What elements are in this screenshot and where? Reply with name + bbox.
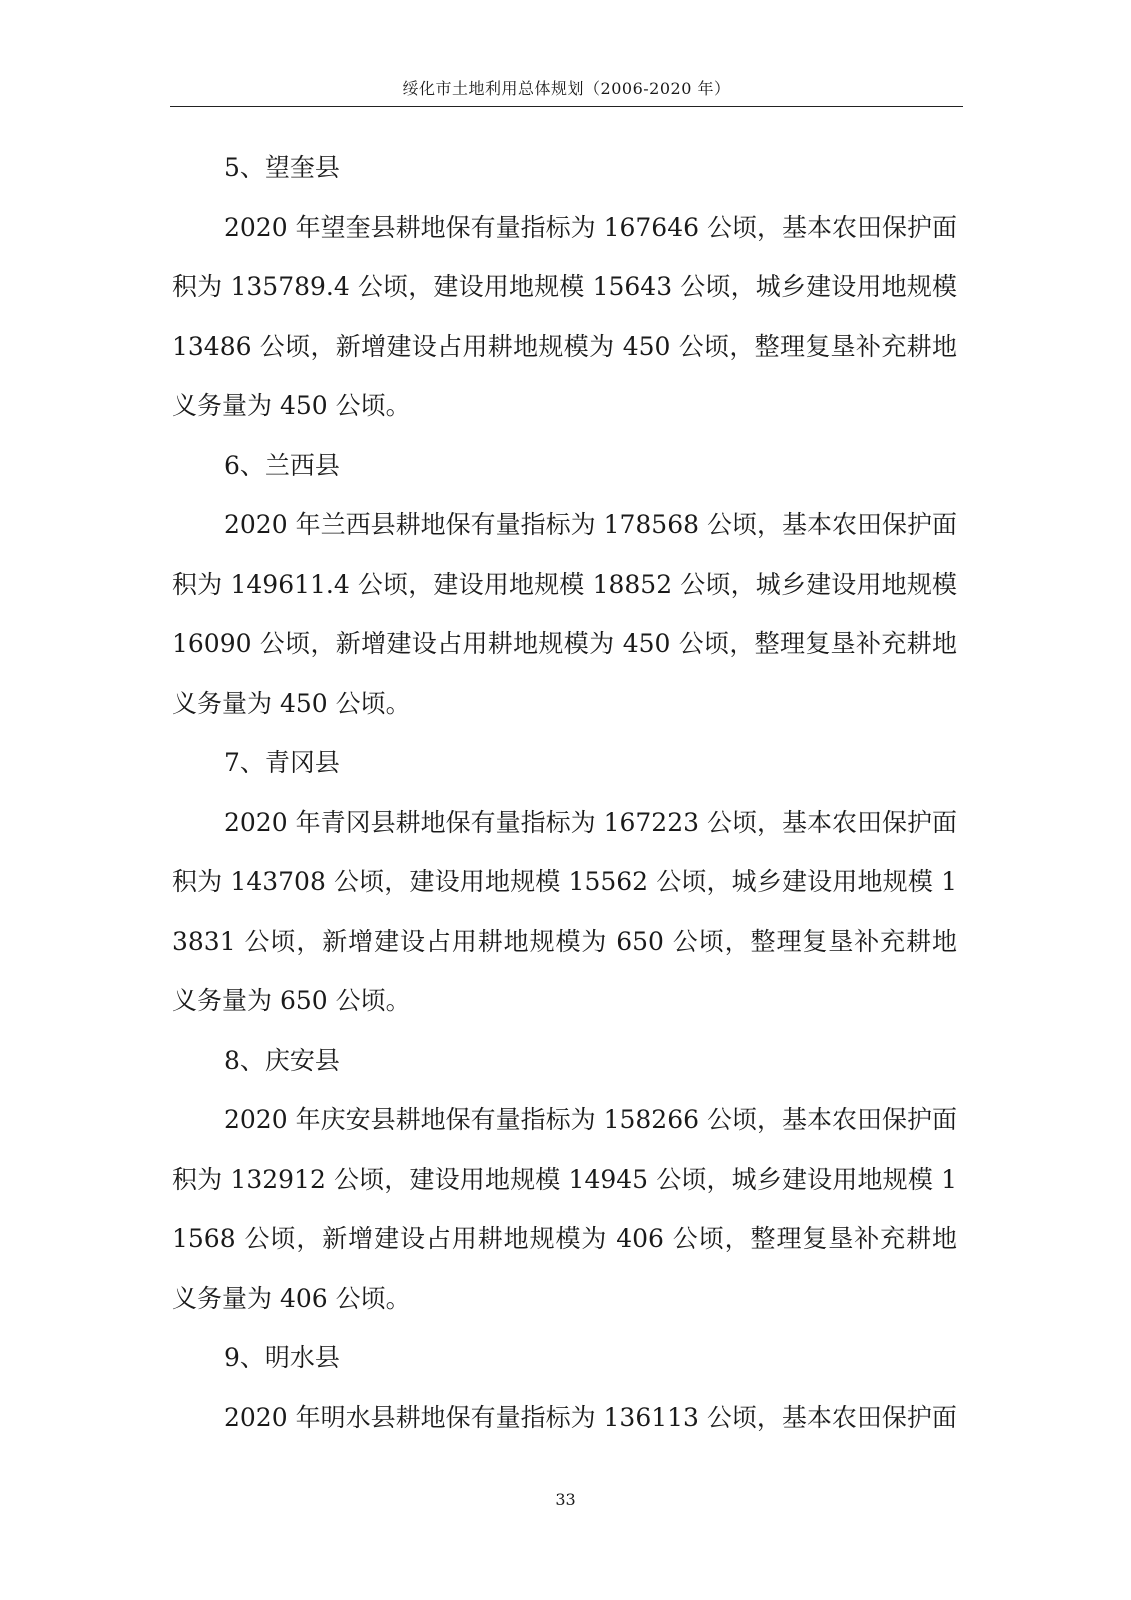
page-header [170,76,963,107]
section-paragraph-qinggang: 2020 年青冈县耕地保有量指标为 167223 公顷，基本农田保护面积为 143708 公顷，建设用地规模 15562 公顷，城乡建设用地规模 13831 公顷，新增建设占用耕地规模为 650 公顷，整理复垦补充耕地义务量为 650 公顷。 [172,807,957,1015]
section-heading-qingan: 8、庆安县 [224,1045,340,1075]
section-heading-mingshui: 9、明水县 [224,1343,340,1372]
section-heading-qinggang: 7、青冈县 [224,748,340,777]
header-title: 绥化市土地利用总体规划（2006-2020 年） [402,79,731,98]
document-body [172,138,957,1447]
section-paragraph-mingshui: 2020 年明水县耕地保有量指标为 136113 公顷，基本农田保护面 [224,1402,957,1432]
section-paragraph-qingan: 2020 年庆安县耕地保有量指标为 158266 公顷，基本农田保护面积为 132912 公顷，建设用地规模 14945 公顷，城乡建设用地规模 11568 公顷，新增建设占用耕地规模为 406 公顷，整理复垦补充耕地义务量为 406 公顷。 [172,1105,957,1313]
section-paragraph-wangkui: 2020 年望奎县耕地保有量指标为 167646 公顷，基本农田保护面积为 135789.4 公顷，建设用地规模 15643 公顷，城乡建设用地规模 13486 公顷，新增建设占用耕地规模为 450 公顷，整理复垦补充耕地义务量为 450 公顷。 [172,212,957,420]
section-heading-lanxi: 6、兰西县 [224,450,340,480]
page-number: 33 [555,1490,576,1509]
section-paragraph-lanxi: 2020 年兰西县耕地保有量指标为 178568 公顷，基本农田保护面积为 149611.4 公顷，建设用地规模 18852 公顷，城乡建设用地规模 16090 公顷，新增建设占用耕地规模为 450 公顷，整理复垦补充耕地义务量为 450 公顷。 [172,510,957,718]
section-heading-wangkui: 5、望奎县 [224,153,340,182]
